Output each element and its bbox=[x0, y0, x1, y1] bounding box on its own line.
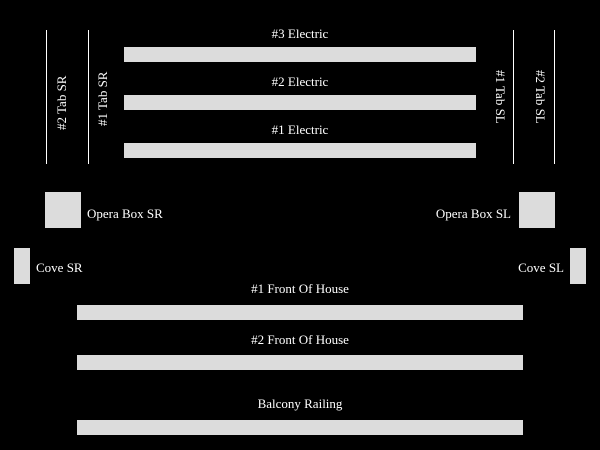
opera-box-sl-label: Opera Box SL bbox=[435, 206, 511, 221]
balcony-railing-label: Balcony Railing bbox=[257, 396, 343, 411]
opera-box-sl[interactable] bbox=[519, 192, 555, 228]
cove-sr-label: Cove SR bbox=[36, 260, 83, 275]
electric-1-pipe[interactable] bbox=[124, 143, 476, 158]
foh-1-pipe[interactable] bbox=[77, 305, 523, 320]
tab-1-sr-line[interactable] bbox=[88, 30, 89, 164]
tab-1-sl-line[interactable] bbox=[513, 30, 514, 164]
balcony-railing-pipe[interactable] bbox=[77, 420, 523, 435]
electric-3-pipe[interactable] bbox=[124, 47, 476, 62]
foh-1-label: #1 Front Of House bbox=[251, 281, 349, 296]
electric-2-label: #2 Electric bbox=[271, 74, 329, 89]
tab-2-sl-label: #2 Tab SL bbox=[533, 70, 548, 124]
opera-box-sr-label: Opera Box SR bbox=[87, 206, 163, 221]
tab-1-sr-label: #1 Tab SR bbox=[95, 71, 110, 126]
cove-sl-label: Cove SL bbox=[518, 260, 564, 275]
tab-2-sr-label: #2 Tab SR bbox=[54, 75, 69, 130]
electric-3-label: #3 Electric bbox=[271, 26, 329, 41]
tab-2-sl-line[interactable] bbox=[554, 30, 555, 164]
cove-sl[interactable] bbox=[570, 248, 586, 284]
electric-1-label: #1 Electric bbox=[271, 122, 329, 137]
tab-1-sl-label: #1 Tab SL bbox=[493, 70, 508, 124]
opera-box-sr[interactable] bbox=[45, 192, 81, 228]
electric-2-pipe[interactable] bbox=[124, 95, 476, 110]
foh-2-pipe[interactable] bbox=[77, 355, 523, 370]
tab-2-sr-line[interactable] bbox=[46, 30, 47, 164]
foh-2-label: #2 Front Of House bbox=[251, 332, 349, 347]
cove-sr[interactable] bbox=[14, 248, 30, 284]
